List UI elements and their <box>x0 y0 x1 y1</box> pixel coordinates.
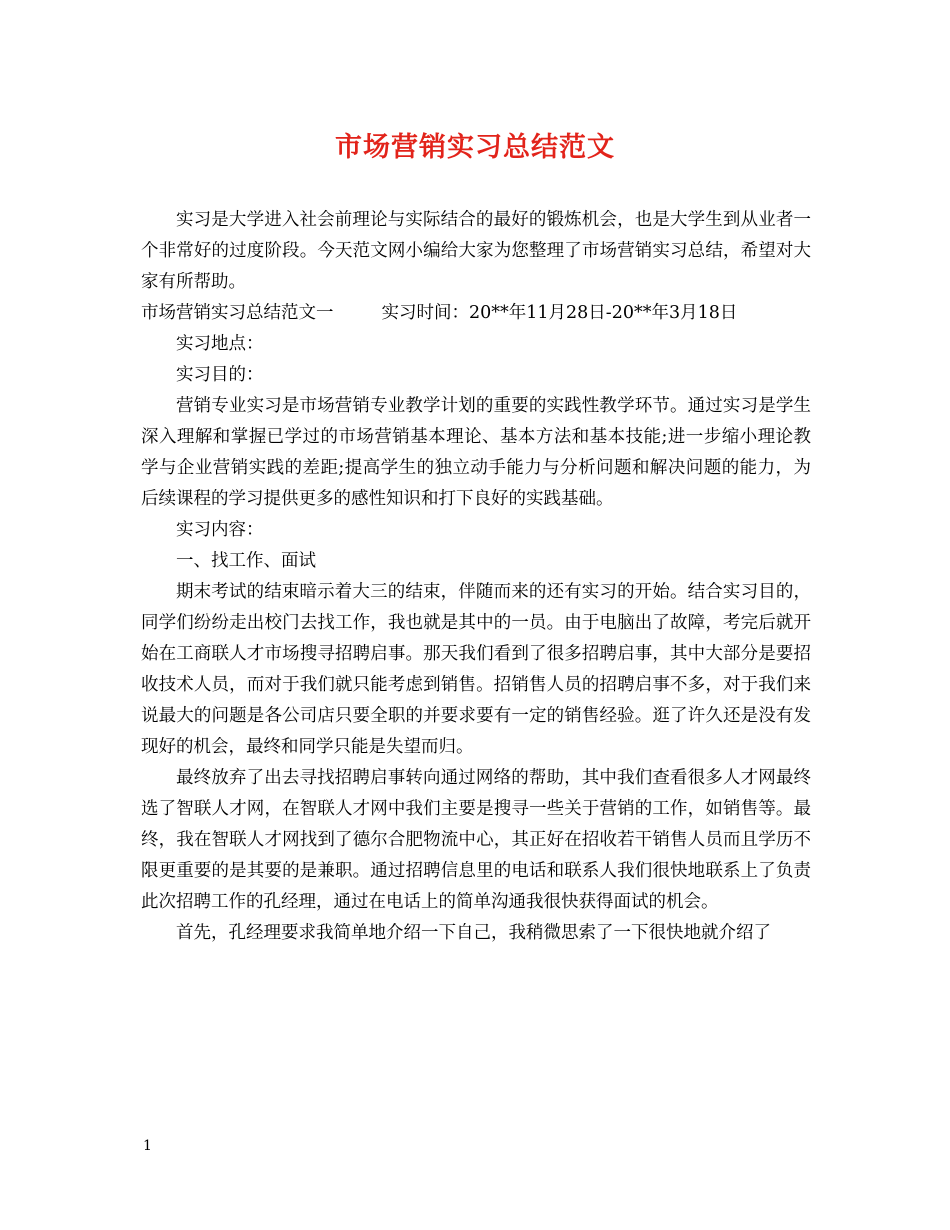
section-heading-line <box>141 298 811 329</box>
internship-content-label: 实习内容： <box>176 520 264 540</box>
internship-location: 实习地点： <box>176 334 264 354</box>
internship-purpose-label: 实习目的： <box>176 365 264 385</box>
intro-paragraph: 实习是大学进入社会前理论与实际结合的最好的锻炼机会，也是大学生到从业者一个非常好的过度阶段。今天范文网小编给大家为您整理了市场营销实习总结，希望对大家有所帮助。 <box>141 210 811 292</box>
section-heading-label: 市场营销实习总结范文一 <box>141 303 334 323</box>
page-number: 1 <box>143 1138 152 1154</box>
internship-time: 实习时间：20**年11月28日-20**年3月18日 <box>381 303 738 323</box>
purpose-paragraph: 营销专业实习是市场营销专业教学计划的重要的实践性教学环节。通过实习是学生深入理解和掌握已学过的市场营销基本理论、基本方法和基本技能;进一步缩小理论教学与企业营销实践的差距;提高学生的独立动手能力与分析问题和解决问题的能力，为后续课程的学习提供更多的感性知识和打下良好的实践基础。 <box>141 396 811 509</box>
document-title: 市场营销实习总结范文 <box>335 132 615 163</box>
online-search-paragraph: 最终放弃了出去寻找招聘启事转向通过网络的帮助，其中我们查看很多人才网最终选了智联人才网，在智联人才网中我们主要是搜寻一些关于营销的工作，如销售等。最终，我在智联人才网找到了德尔合肥物流中心，其正好在招收若干销售人员而且学历不限更重要的是其要的是兼职。通过招聘信息里的电话和联系人我们很快地联系上了负责此次招聘工作的孔经理，通过在电话上的简单沟通我很快获得面试的机会。 <box>141 768 811 912</box>
document-body <box>141 205 811 949</box>
interview-paragraph: 首先，孔经理要求我简单地介绍一下自己，我稍微思索了一下很快地就介绍了 <box>176 923 771 943</box>
job-search-paragraph: 期末考试的结束暗示着大三的结束，伴随而来的还有实习的开始。结合实习目的，同学们纷纷走出校门去找工作，我也就是其中的一员。由于电脑出了故障，考完后就开始在工商联人才市场搜寻招聘启事。那天我们看到了很多招聘启事，其中大部分是要招收技术人员，而对于我们就只能考虑到销售。招销售人员的招聘启事不多，对于我们来说最大的问题是各公司店只要全职的并要求要有一定的销售经验。逛了许久还是没有发现好的机会，最终和同学只能是失望而归。 <box>141 582 811 757</box>
subsection-heading: 一、找工作、面试 <box>176 551 316 571</box>
